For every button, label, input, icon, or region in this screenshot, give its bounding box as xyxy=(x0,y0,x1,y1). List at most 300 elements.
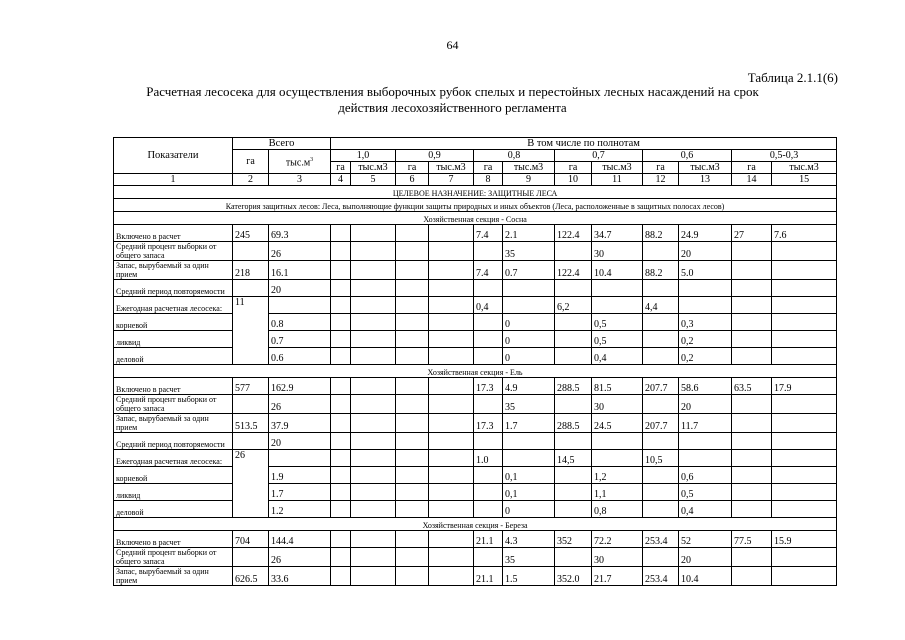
table-cell: 1.7 xyxy=(503,414,555,433)
table-cell xyxy=(429,261,474,280)
row-label: Включено в расчет xyxy=(114,531,233,548)
table-cell xyxy=(474,331,503,348)
column-number: 2 xyxy=(233,174,269,186)
table-cell xyxy=(351,567,396,586)
table-cell xyxy=(429,280,474,297)
table-cell xyxy=(555,433,592,450)
table-cell: 35 xyxy=(503,395,555,414)
header-unit-ha: га xyxy=(732,162,772,174)
table-cell: 52 xyxy=(679,531,732,548)
table-cell: 10.4 xyxy=(679,567,732,586)
table-cell xyxy=(732,548,772,567)
harvest-table xyxy=(113,137,837,586)
table-cell: 26 xyxy=(269,548,331,567)
table-cell: 10.4 xyxy=(592,261,643,280)
table-cell: 0,3 xyxy=(679,314,732,331)
table-cell xyxy=(233,548,269,567)
table-cell xyxy=(474,314,503,331)
table-cell xyxy=(643,280,679,297)
column-number: 10 xyxy=(555,174,592,186)
table-cell xyxy=(772,242,837,261)
table-cell xyxy=(331,395,351,414)
table-cell: 17.9 xyxy=(772,378,837,395)
table-cell: 0 xyxy=(503,501,555,518)
table-cell: 81.5 xyxy=(592,378,643,395)
table-cell: 11.7 xyxy=(679,414,732,433)
table-cell: 17.3 xyxy=(474,378,503,395)
table-cell: 20 xyxy=(679,242,732,261)
header-total-m3-text: тыс.м xyxy=(285,157,311,169)
table-cell: 0,4 xyxy=(679,501,732,518)
table-cell: 0,5 xyxy=(679,484,732,501)
table-cell: 21.1 xyxy=(474,567,503,586)
table-cell xyxy=(643,314,679,331)
column-number: 11 xyxy=(592,174,643,186)
header-unit-m3: тыс.м3 xyxy=(679,162,732,174)
header-density-2: 0,9 xyxy=(396,150,474,162)
table-cell: 7.4 xyxy=(474,225,503,242)
column-number: 8 xyxy=(474,174,503,186)
table-cell xyxy=(396,348,429,365)
table-cell: 24.9 xyxy=(679,225,732,242)
table-cell xyxy=(233,280,269,297)
column-number: 1 xyxy=(114,174,233,186)
table-cell xyxy=(474,242,503,261)
table-cell: 20 xyxy=(269,280,331,297)
table-cell xyxy=(429,414,474,433)
table-row-annual xyxy=(114,450,837,467)
table-cell xyxy=(429,450,474,467)
table-cell xyxy=(772,280,837,297)
header-unit-m3: тыс.м3 xyxy=(772,162,837,174)
table-cell xyxy=(732,395,772,414)
table-cell xyxy=(429,348,474,365)
row-label: деловой xyxy=(114,501,233,518)
table-cell xyxy=(331,531,351,548)
table-cell: 14,5 xyxy=(555,450,592,467)
header-unit-ha: га xyxy=(474,162,503,174)
table-cell xyxy=(772,501,837,518)
category-row xyxy=(114,199,837,212)
table-cell xyxy=(429,433,474,450)
table-cell: 88.2 xyxy=(643,261,679,280)
table-cell: 122.4 xyxy=(555,225,592,242)
table-cell xyxy=(555,467,592,484)
table-cell xyxy=(331,280,351,297)
table-cell: 15.9 xyxy=(772,531,837,548)
table-cell xyxy=(555,314,592,331)
table-cell: 0 xyxy=(503,348,555,365)
header-unit-m3: тыс.м3 xyxy=(429,162,474,174)
row-label: Запас, вырубаемый за один прием xyxy=(114,414,233,433)
title-line-2: действия лесохозяйственного регламента xyxy=(338,100,567,115)
table-cell xyxy=(429,225,474,242)
table-cell xyxy=(592,297,643,314)
table-cell xyxy=(351,331,396,348)
table-cell xyxy=(351,433,396,450)
header-unit-ha: га xyxy=(643,162,679,174)
table-row-liquid xyxy=(114,484,837,501)
table-cell xyxy=(592,450,643,467)
table-row-root xyxy=(114,314,837,331)
table-cell xyxy=(351,314,396,331)
header-density-6: 0,5-0,3 xyxy=(732,150,837,162)
table-cell xyxy=(429,395,474,414)
table-cell xyxy=(732,567,772,586)
table-cell xyxy=(396,297,429,314)
column-number-row xyxy=(114,174,837,186)
table-cell xyxy=(474,467,503,484)
table-cell xyxy=(474,280,503,297)
table-cell: 2.1 xyxy=(503,225,555,242)
table-cell xyxy=(732,314,772,331)
table-cell: 513.5 xyxy=(233,414,269,433)
table-cell xyxy=(555,348,592,365)
table-cell xyxy=(331,331,351,348)
table-cell xyxy=(643,484,679,501)
table-cell xyxy=(772,348,837,365)
table-cell: 626.5 xyxy=(233,567,269,586)
table-cell: 162.9 xyxy=(269,378,331,395)
table-cell xyxy=(331,501,351,518)
table-cell xyxy=(643,242,679,261)
table-cell: 1.9 xyxy=(269,467,331,484)
table-row-stock xyxy=(114,261,837,280)
header-density-3: 0,8 xyxy=(474,150,555,162)
table-row-root xyxy=(114,467,837,484)
table-row-business xyxy=(114,348,837,365)
purpose-label: ЦЕЛЕВОЕ НАЗНАЧЕНИЕ: ЗАЩИТНЫЕ ЛЕСА xyxy=(114,186,837,199)
table-cell: 0.6 xyxy=(269,348,331,365)
table-cell xyxy=(643,331,679,348)
column-number: 5 xyxy=(351,174,396,186)
table-cell: 1.0 xyxy=(474,450,503,467)
table-cell: 72.2 xyxy=(592,531,643,548)
row-label: Включено в расчет xyxy=(114,225,233,242)
table-cell xyxy=(772,548,837,567)
table-cell: 253.4 xyxy=(643,567,679,586)
table-cell xyxy=(503,433,555,450)
table-cell: 207.7 xyxy=(643,414,679,433)
table-cell: 0,4 xyxy=(474,297,503,314)
category-label: Категория защитных лесов: Леса, выполняющие функции защиты природных и иных объектов (Леса, расположенные в защитных полосах лесов) xyxy=(114,199,837,212)
table-cell: 35 xyxy=(503,548,555,567)
table-row-period xyxy=(114,280,837,297)
section-row xyxy=(114,212,837,225)
table-cell xyxy=(396,331,429,348)
table-cell xyxy=(351,280,396,297)
table-cell: 0.8 xyxy=(269,314,331,331)
table-cell xyxy=(474,501,503,518)
table-cell xyxy=(732,280,772,297)
table-cell xyxy=(351,225,396,242)
table-cell: 17.3 xyxy=(474,414,503,433)
table-cell xyxy=(331,378,351,395)
table-cell xyxy=(233,242,269,261)
table-cell xyxy=(233,395,269,414)
table-cell xyxy=(643,548,679,567)
table-cell xyxy=(679,297,732,314)
table-cell: 5.0 xyxy=(679,261,732,280)
table-cell xyxy=(772,297,837,314)
table-cell xyxy=(331,414,351,433)
table-cell xyxy=(396,314,429,331)
header-density-4: 0,7 xyxy=(555,150,643,162)
table-cell xyxy=(474,548,503,567)
row-label: ликвид xyxy=(114,331,233,348)
table-cell xyxy=(429,548,474,567)
table-cell: 1,2 xyxy=(592,467,643,484)
purpose-row xyxy=(114,186,837,199)
table-cell xyxy=(351,395,396,414)
table-cell xyxy=(429,531,474,548)
table-cell xyxy=(429,297,474,314)
table-row-liquid xyxy=(114,331,837,348)
table-cell xyxy=(772,567,837,586)
table-row-stock xyxy=(114,567,837,586)
header-unit-m3: тыс.м3 xyxy=(592,162,643,174)
table-cell xyxy=(269,450,331,467)
table-cell xyxy=(351,348,396,365)
table-cell: 144.4 xyxy=(269,531,331,548)
table-cell: 352 xyxy=(555,531,592,548)
table-cell: 0.7 xyxy=(269,331,331,348)
row-label: Запас, вырубаемый за один прием xyxy=(114,567,233,586)
table-cell xyxy=(396,484,429,501)
table-cell xyxy=(351,414,396,433)
row-label: корневой xyxy=(114,467,233,484)
table-cell xyxy=(555,501,592,518)
table-cell xyxy=(732,433,772,450)
table-cell xyxy=(643,501,679,518)
table-cell xyxy=(429,331,474,348)
table-cell xyxy=(732,261,772,280)
table-cell xyxy=(592,433,643,450)
table-cell: 218 xyxy=(233,261,269,280)
table-cell: 207.7 xyxy=(643,378,679,395)
table-row-avg_pct xyxy=(114,242,837,261)
header-including: В том числе по полнотам xyxy=(331,138,837,150)
table-cell: 20 xyxy=(679,548,732,567)
table-cell xyxy=(732,331,772,348)
table-cell xyxy=(732,414,772,433)
table-cell: 245 xyxy=(233,225,269,242)
table-cell: 88.2 xyxy=(643,225,679,242)
table-cell: 253.4 xyxy=(643,531,679,548)
table-cell xyxy=(396,225,429,242)
table-cell: 0,6 xyxy=(679,467,732,484)
table-cell xyxy=(679,280,732,297)
table-cell xyxy=(351,297,396,314)
table-cell xyxy=(396,378,429,395)
table-cell xyxy=(555,484,592,501)
table-cell: 21.1 xyxy=(474,531,503,548)
table-cell xyxy=(772,261,837,280)
header-total-ha: га xyxy=(233,150,269,174)
header-indicators: Показатели xyxy=(114,138,233,174)
table-cell xyxy=(351,261,396,280)
table-cell xyxy=(396,467,429,484)
table-cell xyxy=(396,395,429,414)
table-cell xyxy=(503,280,555,297)
table-cell xyxy=(351,378,396,395)
table-cell: 0 xyxy=(503,331,555,348)
table-cell: 352.0 xyxy=(555,567,592,586)
row-label: Ежегодная расчетная лесосека: xyxy=(114,297,233,314)
table-row-included xyxy=(114,378,837,395)
table-cell xyxy=(429,378,474,395)
table-cell xyxy=(331,467,351,484)
header-unit-ha: га xyxy=(331,162,351,174)
table-row-included xyxy=(114,531,837,548)
table-cell: 1.7 xyxy=(269,484,331,501)
table-cell xyxy=(592,280,643,297)
table-cell: 30 xyxy=(592,395,643,414)
header-density-5: 0,6 xyxy=(643,150,732,162)
row-label: Средний период повторяемости xyxy=(114,433,233,450)
table-cell: 6,2 xyxy=(555,297,592,314)
table-cell xyxy=(555,331,592,348)
table-cell: 1.5 xyxy=(503,567,555,586)
table-cell: 11 xyxy=(233,297,269,365)
table-cell xyxy=(351,450,396,467)
column-number: 4 xyxy=(331,174,351,186)
table-cell xyxy=(772,331,837,348)
column-number: 7 xyxy=(429,174,474,186)
table-cell xyxy=(772,450,837,467)
table-cell xyxy=(351,548,396,567)
table-cell xyxy=(643,348,679,365)
table-cell xyxy=(351,467,396,484)
table-cell: 16.1 xyxy=(269,261,331,280)
table-cell: 577 xyxy=(233,378,269,395)
header-density-1: 1,0 xyxy=(331,150,396,162)
table-cell xyxy=(396,280,429,297)
column-number: 15 xyxy=(772,174,837,186)
header-total: Всего xyxy=(233,138,331,150)
table-cell: 0,2 xyxy=(679,348,732,365)
table-cell xyxy=(643,395,679,414)
row-label: деловой xyxy=(114,348,233,365)
table-cell xyxy=(396,501,429,518)
table-cell xyxy=(396,414,429,433)
section-name: Хозяйственная секция - Береза xyxy=(114,518,837,531)
table-cell xyxy=(643,467,679,484)
table-cell xyxy=(503,450,555,467)
table-cell xyxy=(429,314,474,331)
table-cell: 0,5 xyxy=(592,331,643,348)
table-cell: 30 xyxy=(592,242,643,261)
table-row-included xyxy=(114,225,837,242)
table-cell xyxy=(772,414,837,433)
table-cell: 34.7 xyxy=(592,225,643,242)
table-cell xyxy=(396,567,429,586)
header-unit-m3: тыс.м3 xyxy=(351,162,396,174)
table-cell: 26 xyxy=(269,242,331,261)
table-cell: 0,5 xyxy=(592,314,643,331)
table-cell xyxy=(429,242,474,261)
section-name: Хозяйственная секция - Ель xyxy=(114,365,837,378)
table-cell xyxy=(732,501,772,518)
row-label: Средний период повторяемости xyxy=(114,280,233,297)
table-cell xyxy=(233,433,269,450)
column-number: 13 xyxy=(679,174,732,186)
table-cell: 21.7 xyxy=(592,567,643,586)
row-label: ликвид xyxy=(114,484,233,501)
table-cell: 7.6 xyxy=(772,225,837,242)
section-row xyxy=(114,518,837,531)
table-cell xyxy=(772,467,837,484)
table-cell xyxy=(396,450,429,467)
table-cell xyxy=(732,348,772,365)
table-body xyxy=(114,138,837,586)
table-row-business xyxy=(114,501,837,518)
row-label: Запас, вырубаемый за один прием xyxy=(114,261,233,280)
table-cell: 26 xyxy=(269,395,331,414)
table-cell: 63.5 xyxy=(732,378,772,395)
table-cell xyxy=(503,297,555,314)
header-unit-ha: га xyxy=(555,162,592,174)
table-row-avg_pct xyxy=(114,548,837,567)
row-label: Средний процент выборки от общего запаса xyxy=(114,395,233,414)
table-cell: 30 xyxy=(592,548,643,567)
column-number: 6 xyxy=(396,174,429,186)
table-cell xyxy=(331,348,351,365)
table-cell xyxy=(269,297,331,314)
table-cell xyxy=(396,433,429,450)
table-cell: 10,5 xyxy=(643,450,679,467)
table-cell xyxy=(679,433,732,450)
table-cell xyxy=(351,242,396,261)
title-line-1: Расчетная лесосека для осуществления выборочных рубок спелых и перестойных лесных насаждений на срок xyxy=(146,84,759,99)
table-cell xyxy=(331,450,351,467)
table-cell xyxy=(732,467,772,484)
table-cell xyxy=(351,531,396,548)
table-cell xyxy=(429,501,474,518)
row-label: Средний процент выборки от общего запаса xyxy=(114,548,233,567)
header-row-1 xyxy=(114,138,837,150)
column-number: 14 xyxy=(732,174,772,186)
table-cell: 4.9 xyxy=(503,378,555,395)
table-cell: 7.4 xyxy=(474,261,503,280)
table-cell: 1.2 xyxy=(269,501,331,518)
table-cell xyxy=(396,242,429,261)
table-cell: 37.9 xyxy=(269,414,331,433)
table-cell xyxy=(732,484,772,501)
header-unit-m3: тыс.м3 xyxy=(503,162,555,174)
header-total-m3 xyxy=(269,150,331,174)
table-cell xyxy=(474,348,503,365)
table-cell: 0,2 xyxy=(679,331,732,348)
section-name: Хозяйственная секция - Сосна xyxy=(114,212,837,225)
table-cell: 77.5 xyxy=(732,531,772,548)
table-cell xyxy=(351,484,396,501)
table-cell: 20 xyxy=(679,395,732,414)
table-cell: 288.5 xyxy=(555,378,592,395)
header-unit-ha: га xyxy=(396,162,429,174)
table-cell xyxy=(555,548,592,567)
table-cell xyxy=(772,484,837,501)
table-cell: 0,1 xyxy=(503,467,555,484)
table-cell: 58.6 xyxy=(679,378,732,395)
column-number: 3 xyxy=(269,174,331,186)
table-cell xyxy=(396,531,429,548)
table-cell xyxy=(474,484,503,501)
table-cell: 4.3 xyxy=(503,531,555,548)
table-cell xyxy=(331,261,351,280)
table-cell xyxy=(331,225,351,242)
table-cell xyxy=(732,242,772,261)
